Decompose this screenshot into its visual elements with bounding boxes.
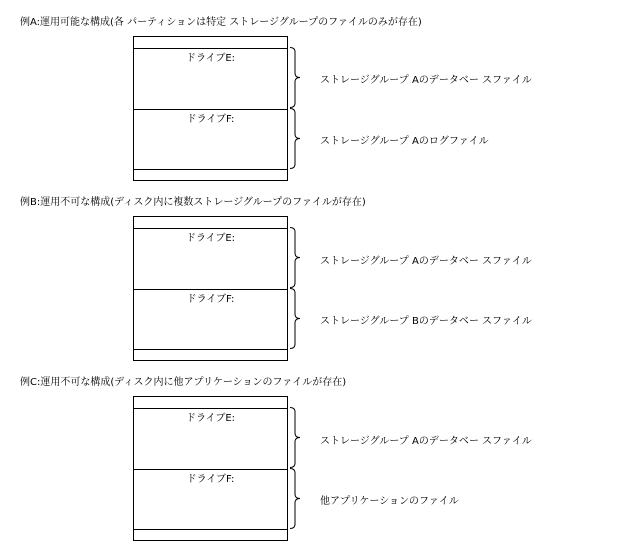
partition-f-description: ストレージグループ Bのデータベー スファイル	[320, 316, 532, 327]
partition-e-description: ストレージグループ Aのデータベー スファイル	[320, 256, 532, 267]
partition-divider	[134, 169, 287, 170]
example-a-heading: 例A:運用可能な構成(各 パーティションは特定 ストレージグループのファイルのみが存在)	[20, 17, 422, 28]
brace-icon	[289, 47, 305, 108]
example-c-disk	[133, 396, 288, 541]
brace-icon	[289, 227, 305, 288]
partition-label-f: ドライブF:	[186, 294, 235, 305]
brace-icon	[289, 288, 305, 349]
partition-e-description: ストレージグループ Aのデータベー スファイル	[320, 436, 532, 447]
brace-icon	[289, 468, 305, 529]
example-b-heading: 例B:運用不可な構成(ディスク内に複数ストレージグループのファイルが存在)	[20, 197, 366, 208]
brace-icon	[289, 407, 305, 468]
partition-f-description: 他アプリケーションのファイル	[320, 496, 459, 507]
partition-label-f: ドライブF:	[186, 114, 235, 125]
partition-divider	[134, 529, 287, 530]
partition-label-e: ドライブE:	[185, 413, 236, 424]
brace-icon	[289, 108, 305, 169]
partition-e-description: ストレージグループ Aのデータベー スファイル	[320, 75, 532, 86]
partition-divider	[134, 349, 287, 350]
example-c-heading: 例C:運用不可な構成(ディスク内に他アプリケーションのファイルが存在)	[20, 377, 347, 388]
partition-f-description: ストレージグループ Aのログファイル	[320, 136, 489, 147]
partition-label-f: ドライブF:	[186, 474, 235, 485]
example-a-disk	[133, 36, 288, 181]
partition-label-e: ドライブE:	[185, 233, 236, 244]
partition-label-e: ドライブE:	[185, 53, 236, 64]
example-b-disk	[133, 216, 288, 361]
